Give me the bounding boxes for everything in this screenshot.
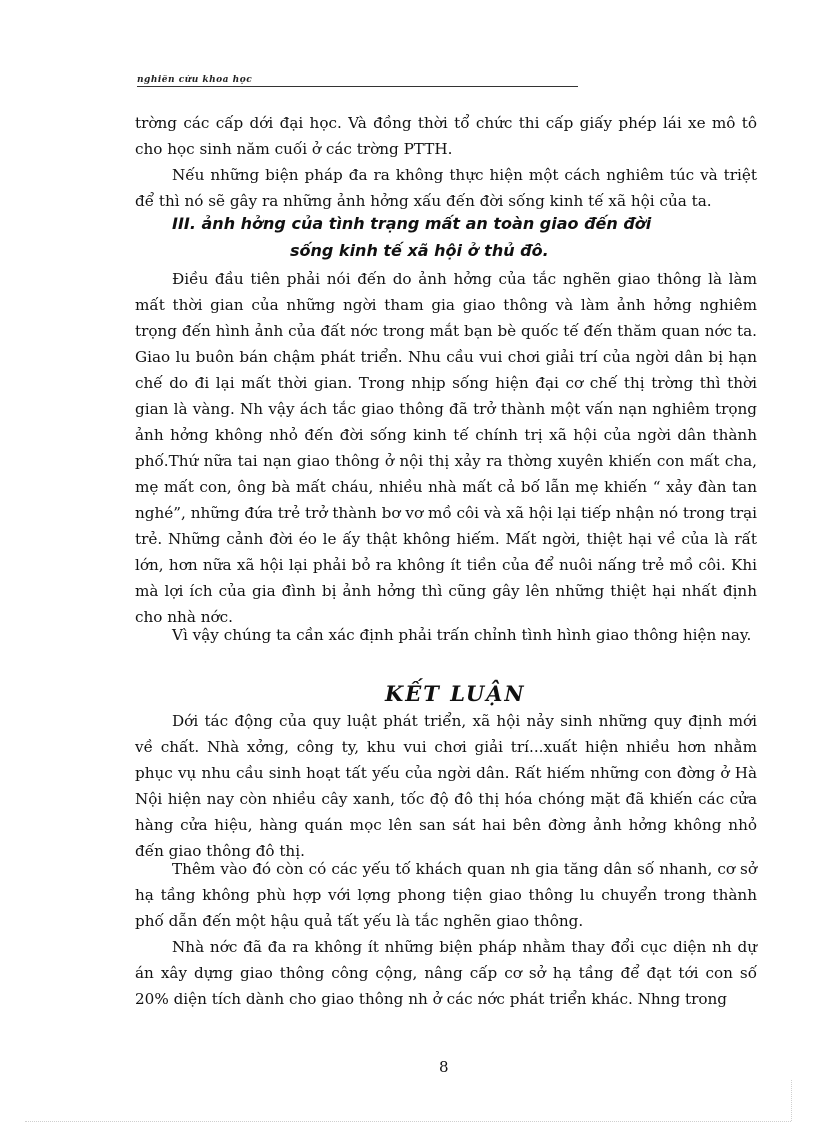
conclusion-paragraph-1: Dới tác động của quy luật phát triển, xã hội nảy sinh những quy định mới về chất. Nhà xởng, công ty, khu vui chơi giải trí...xuất hiện nhiều hơn nhằm phục vụ nhu cầu sinh hoạt tất yếu của ngời dân. Rất hiếm những con đờng ở Hà Nội hiện nay còn nhiều cây xanh, tốc độ đô thị hóa chóng mặt đã khiến các cửa hàng cửa hiệu, hàng quán mọc lên san sát hai bên đờng ảnh hởng không nhỏ đến giao thông đô thị. <box>135 712 757 860</box>
page-border-right <box>791 1080 792 1121</box>
paragraph-measures: Nếu những biện pháp đa ra không thực hiện một cách nghiêm túc và triệt để thì nó sẽ gây ra những ảnh hởng xấu đến đời sống kinh tế xã hội của ta. <box>135 166 757 210</box>
conclusion-paragraph-3: Nhà nớc đã đa ra không ít những biện pháp nhằm thay đổi cục diện nh dự án xây dựng giao thông công cộng, nâng cấp cơ sở hạ tầng để đạt tới con số 20% diện tích dành cho giao thông nh ở các nớc phát triển khác. Nhng trong <box>135 938 757 1008</box>
page-number: 8 <box>439 1058 449 1076</box>
conclusion-paragraph-2: Thêm vào đó còn có các yếu tố khách quan nh gia tăng dân số nhanh, cơ sở hạ tầng không phù hợp với lợng phong tiện giao thông lu chuyển trong thành phố dẫn đến một hậu quả tất yếu là tắc nghẽn giao thông. <box>135 860 757 930</box>
paragraph-summary: Vì vậy chúng ta cần xác định phải trấn chỉnh tình hình giao thông hiện nay. <box>172 626 752 644</box>
section-heading-line2: sống kinh tế xã hội ở thủ đô. <box>290 241 549 260</box>
conclusion-title: KẾT LUẬN <box>385 681 526 706</box>
paragraph-impacts: Điều đầu tiên phải nói đến do ảnh hởng của tắc nghẽn giao thông là làm mất thời gian của những ngời tham gia giao thông và làm ảnh hởng nghiêm trọng đến hình ảnh của đất nớc trong mắt bạn bè quốc tế đến thăm quan nớc ta. Giao lu buôn bán chậm phát triển. Nhu cầu vui chơi giải trí của ngời dân bị hạn chế do đi lại mất thời gian. Trong nhịp sống hiện đại cơ chế thị trờng thì thời gian là vàng. Nh vậy ách tắc giao thông đã trở thành một vấn nạn nghiêm trọng ảnh hởng không nhỏ đến đời sống kinh tế chính trị xã hội của ngời dân thành phố.Thứ nữa tai nạn giao thông ở nội thị xảy ra thờng xuyên khiến con mất cha, mẹ mất con, ông bà mất cháu, nhiều nhà mất cả bố lẫn mẹ khiến “ xảy đàn tan nghé”, những đứa trẻ trở thành bơ vơ mồ côi và xã hội lại tiếp nhận nó trong trại trẻ. Những cảnh đời éo le ấy thật không hiếm. Mất ngời, thiệt hại về của là rất lớn, hơn nữa xã hội lại phải bỏ ra không ít tiền của để nuôi nấng trẻ mồ côi. Khi mà lợi ích của gia đình bị ảnh hởng thì cũng gây lên những thiệt hại nhất định cho nhà nớc. <box>135 270 757 626</box>
page-border-bottom <box>25 1121 791 1122</box>
header-rule <box>137 86 578 87</box>
section-heading-line1: III. ảnh hởng của tình trạng mất an toàn giao đến đời <box>172 214 652 233</box>
running-header: nghiên cứu khoa học <box>137 75 253 85</box>
paragraph-continuation: trờng các cấp dới đại học. Và đồng thời tổ chức thi cấp giấy phép lái xe mô tô cho học sinh năm cuối ở các trờng PTTH. <box>135 114 757 158</box>
